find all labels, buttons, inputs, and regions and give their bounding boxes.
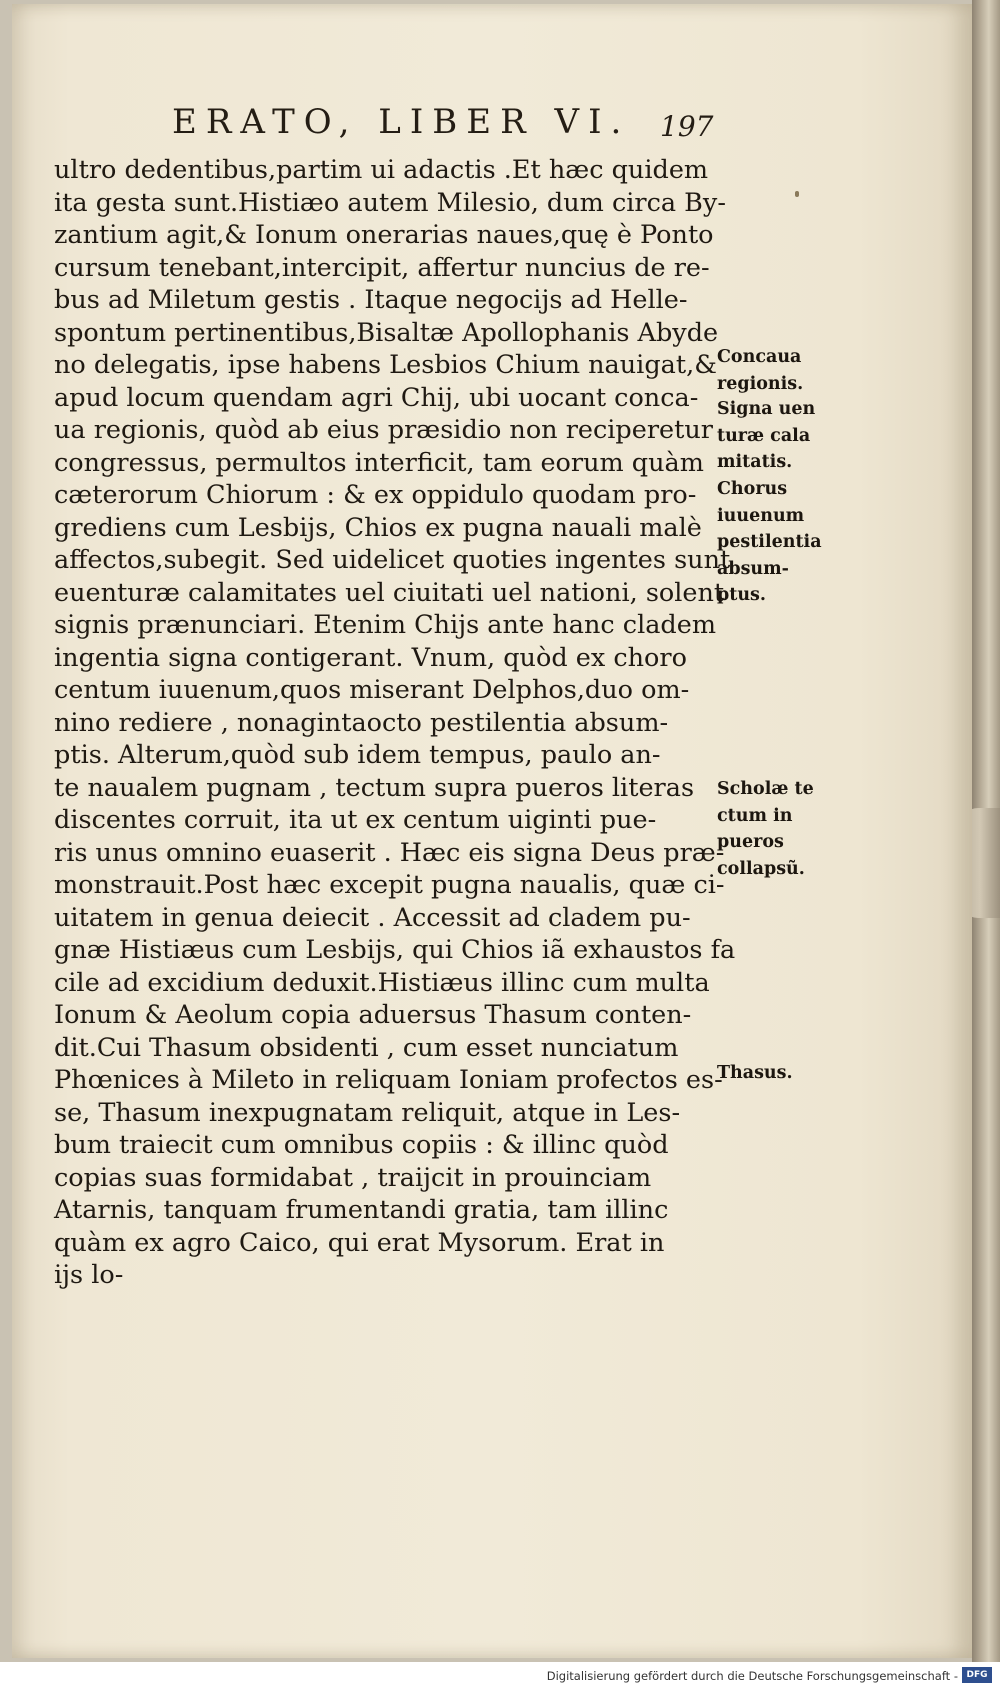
margin-note-concaua (717, 344, 837, 397)
text-line: Atarnis, tanquam frumentandi gratia, tam illinc (54, 1195, 669, 1225)
margin-note-line: pueros (717, 832, 784, 852)
text-line: centum iuuenum,quos miserant Delphos,duo om- (54, 675, 690, 705)
text-line: cile ad excidium deduxit.Histiæus illinc cum multa (54, 967, 710, 998)
margin-note-chorus (717, 476, 837, 609)
page-number: 197 (660, 110, 714, 143)
text-line: dit.Cui Thasum obsidenti , cum esset nunciatum (54, 1032, 679, 1063)
text-line: uitatem in genua deiecit . Accessit ad cladem pu- (54, 902, 691, 933)
text-line: ita gesta sunt.Histiæo autem Milesio, dum circa By- (54, 187, 726, 218)
text-line: monstrauit.Post hæc excepit pugna naualis, quæ ci- (54, 870, 725, 900)
margin-note-line: regionis. (717, 373, 804, 394)
text-line: bum traiecit cum omnibus copiis : & illinc quòd (54, 1130, 669, 1160)
text-line: euenturæ calamitates uel ciuitati uel nationi, solent (54, 577, 725, 608)
margin-note-line: ptus. (717, 585, 766, 605)
text-line: no delegatis, ipse habens Lesbios Chium nauigat,& (54, 350, 717, 380)
margin-note-signa (717, 396, 837, 476)
text-line: ris unus omnino euaserit . Hæc eis signa Deus præ- (54, 837, 725, 868)
margin-note-line: Chorus (717, 479, 788, 499)
margin-note-line: turæ cala (717, 425, 811, 446)
text-line: cursum tenebant,intercipit, affertur nuncius de re- (54, 252, 710, 283)
running-head: ERATO, LIBER VI. (172, 102, 631, 142)
body-text (54, 154, 736, 1292)
text-line: bus ad Miletum gestis . Itaque negocijs ad Helle- (54, 285, 688, 315)
text-line: gnæ Histiæus cum Lesbijs, qui Chios iã exhaustos fa (54, 935, 736, 965)
text-line: affectos,subegit. Sed uidelicet quoties ingentes sunt (54, 545, 731, 575)
text-line: ultro dedentibus,partim ui adactis .Et hæc quidem (54, 155, 709, 185)
margin-note-line: Concaua (717, 347, 802, 367)
text-line: ptis. Alterum,quòd sub idem tempus, paulo an- (54, 740, 661, 770)
text-line: grediens cum Lesbijs, Chios ex pugna nauali malè (54, 512, 702, 543)
text-line: ua regionis, quòd ab eius præsidio non reciperetur (54, 415, 713, 445)
page-header (12, 102, 972, 152)
margin-note-line: mitatis. (717, 452, 793, 472)
margin-note-line: pestilentia (717, 532, 822, 552)
book-page (12, 4, 972, 1658)
text-line: Ionum & Aeolum copia aduersus Thasum conten- (54, 1000, 692, 1030)
text-line: zantium agit,& Ionum onerarias naues,quę è Ponto (54, 220, 714, 250)
text-line: apud locum quendam agri Chij, ubi uocant conca- (54, 382, 699, 413)
margin-note-line: iuuenum (717, 505, 805, 526)
text-line: congressus, permultos interficit, tam eorum quàm (54, 447, 704, 478)
margin-note-line: collapsũ. (717, 858, 805, 879)
margin-note-line: Signa uen (717, 399, 816, 419)
text-line: Phœnices à Mileto in reliquam Ioniam profectos es- (54, 1065, 723, 1095)
ink-speck (795, 191, 799, 197)
text-line: te naualem pugnam , tectum supra pueros literas (54, 772, 695, 803)
text-line: ingentia signa contigerant. Vnum, quòd ex choro (54, 642, 687, 673)
margin-note-line: Scholæ te (717, 779, 814, 799)
text-line: signis prænunciari. Etenim Chijs ante hanc cladem (54, 610, 717, 640)
footer-credit: Digitalisierung gefördert durch die Deutsche Forschungsgemeinschaft - (546, 1669, 958, 1683)
footer (0, 1662, 1000, 1690)
text-line: spontum pertinentibus,Bisaltæ Apollophanis Abyde (54, 317, 719, 348)
dfg-logo: DFG (962, 1667, 992, 1683)
text-line: quàm ex agro Caico, qui erat Mysorum. Erat in (54, 1227, 665, 1258)
margin-note-line: absum- (717, 558, 789, 579)
text-line: nino rediere , nonagintaocto pestilentia absum- (54, 707, 669, 738)
text-line: discentes corruit, ita ut ex centum uiginti pue- (54, 805, 657, 835)
margin-note-line: Thasus. (717, 1063, 793, 1083)
margin-note-scholae (717, 776, 837, 882)
text-line: se, Thasum inexpugnatam reliquit, atque in Les- (54, 1097, 681, 1128)
text-line: copias suas formidabat , traijcit in prouinciam (54, 1162, 652, 1193)
margin-note-line: ctum in (717, 805, 793, 826)
text-line: ijs lo- (54, 1260, 124, 1290)
margin-note-thasus (717, 1060, 837, 1087)
text-line: cæterorum Chiorum : & ex oppidulo quodam pro- (54, 480, 697, 510)
